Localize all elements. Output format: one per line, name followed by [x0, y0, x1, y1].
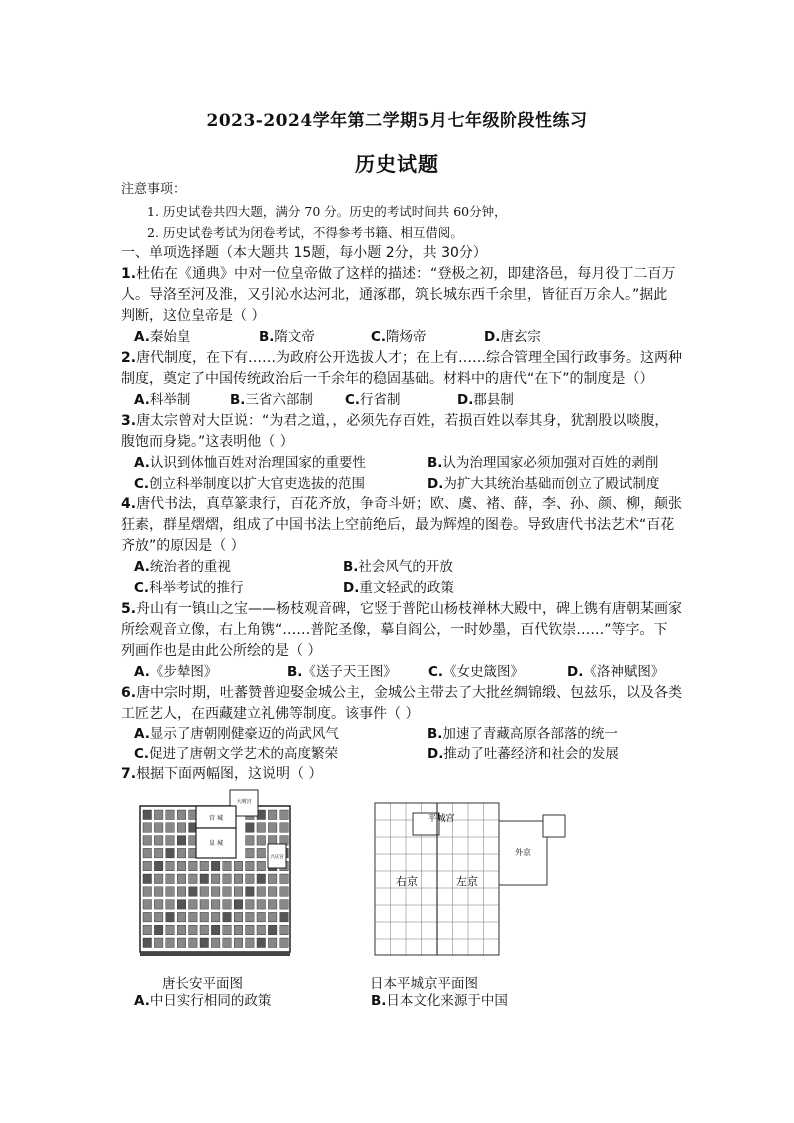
question-number: 2. [121, 350, 137, 366]
changan-ward-block [211, 912, 220, 922]
changan-ward-block [154, 874, 163, 884]
changan-ward-block [257, 912, 266, 922]
changan-ward-block [166, 912, 175, 922]
question-1-line: 判断，这位皇帝是（ ） [121, 308, 266, 324]
changan-ward-block [280, 938, 289, 948]
changan-ward-block [177, 912, 186, 922]
changan-ward-block [200, 861, 209, 871]
changan-ward-block [200, 887, 209, 897]
changan-ward-block [257, 925, 266, 935]
changan-ward-block [143, 861, 152, 871]
question-3-line: 腹饱而身毙。”这表明他（ ） [121, 434, 294, 450]
changan-ward-block [257, 861, 266, 871]
changan-xingqing-label: 兴庆宫 [270, 855, 284, 860]
changan-ward-block [166, 836, 175, 846]
option-d[interactable]: D.重文轻武的政策 [343, 580, 454, 596]
changan-ward-block [154, 887, 163, 897]
option-a[interactable]: A.《步辇图》 [134, 664, 218, 680]
question-6-line: 6.唐中宗时期，吐蕃赞普迎娶金城公主，金城公主带去了大批丝绸锦缎、包兹乐，以及各类 [121, 685, 683, 701]
changan-ward-block [234, 861, 243, 871]
changan-ward-block [246, 900, 255, 910]
changan-ward-block [257, 823, 266, 833]
changan-ward-block [268, 887, 277, 897]
changan-ward-block [177, 848, 186, 858]
option-b[interactable]: B.社会风气的开放 [343, 559, 453, 575]
changan-ward-block [223, 861, 232, 871]
changan-ward-block [246, 938, 255, 948]
question-2-line: 2.唐代制度，在下有……为政府公开选拔人才；在上有……综合管理全国行政事务。这两种 [121, 350, 683, 366]
changan-ward-block [143, 912, 152, 922]
heijo-palace-label: 平城宫 [427, 814, 455, 824]
changan-ward-block [246, 912, 255, 922]
option-c[interactable]: C.《女史箴图》 [428, 664, 525, 680]
changan-ward-block [211, 900, 220, 910]
option-c[interactable]: C.隋炀帝 [371, 329, 427, 345]
option-a[interactable]: A.显示了唐朝刚健豪迈的尚武风气 [134, 726, 339, 742]
changan-ward-block [154, 900, 163, 910]
changan-ward-block [268, 874, 277, 884]
heijo-right-label: 右京 [396, 875, 418, 888]
changan-ward-block [257, 900, 266, 910]
option-b[interactable]: B.加速了青藏高原各部落的统一 [427, 726, 618, 742]
changan-ward-block [166, 823, 175, 833]
option-a[interactable]: A.认识到体恤百姓对治理国家的重要性 [134, 455, 366, 471]
question-6-line: 工匠艺人，在西藏建立礼佛等制度。该事件（ ） [121, 706, 420, 722]
changan-ward-block [223, 900, 232, 910]
option-b[interactable]: B.隋文帝 [259, 329, 315, 345]
changan-ward-block [177, 874, 186, 884]
notice-item: 2. 历史试卷考试为闭卷考试，不得参考书籍、相互借阅。 [147, 225, 463, 240]
changan-ward-block [257, 887, 266, 897]
changan-ward-block [223, 925, 232, 935]
changan-ward-block [143, 925, 152, 935]
changan-ward-block [234, 912, 243, 922]
heijo-outer-label: 外京 [515, 848, 531, 857]
changan-map-figure [138, 788, 298, 963]
changan-ward-block [143, 836, 152, 846]
changan-ward-block [177, 836, 186, 846]
changan-imperial-label: 皇 城 [209, 840, 223, 847]
changan-ward-block [143, 823, 152, 833]
changan-ward-block [246, 823, 255, 833]
changan-ward-block [268, 810, 277, 820]
changan-ward-block [177, 887, 186, 897]
changan-ward-block [189, 861, 198, 871]
changan-ward-block [280, 912, 289, 922]
question-number: 3. [121, 413, 137, 429]
changan-ward-block [143, 848, 152, 858]
changan-ward-block [211, 887, 220, 897]
option-a[interactable]: A.科举制 [134, 392, 191, 408]
question-4-line: 狂素，群星熠熠，组成了中国书法上空前绝后，最为辉煌的图卷。导致唐代书法艺术“百花 [121, 517, 675, 533]
changan-ward-block [268, 912, 277, 922]
changan-daming-label: 大明宫 [236, 799, 252, 805]
option-d[interactable]: D.唐玄宗 [484, 329, 541, 345]
question-1-line: 人。导洛至河及淮，又引沁水达河北，通涿郡，筑长城东西千余里，皆征百万余人。”据此 [121, 287, 668, 303]
changan-ward-block [280, 810, 289, 820]
changan-ward-block [200, 938, 209, 948]
changan-ward-block [143, 874, 152, 884]
question-1-line: 1.杜佑在《通典》中对一位皇帝做了这样的描述：“登极之初，即建洛邑，每月役丁二百万 [121, 266, 676, 282]
changan-ward-block [166, 810, 175, 820]
changan-ward-block [234, 900, 243, 910]
changan-ward-block [268, 938, 277, 948]
changan-ward-block [177, 900, 186, 910]
option-a[interactable]: A.秦始皇 [134, 329, 191, 345]
changan-ward-block [154, 848, 163, 858]
changan-ward-block [257, 836, 266, 846]
changan-ward-block [166, 900, 175, 910]
changan-ward-block [257, 938, 266, 948]
notice-heading: 注意事项： [121, 182, 187, 197]
section-heading: 一、单项选择题（本大题共 15题，每小题 2分，共 30分） [121, 245, 487, 261]
question-5-line: 列画作也是由此公所绘的是（ ） [121, 643, 322, 659]
changan-ward-block [246, 861, 255, 871]
changan-ward-block [223, 912, 232, 922]
changan-ward-block [189, 925, 198, 935]
changan-ward-block [189, 912, 198, 922]
changan-ward-block [177, 823, 186, 833]
option-c[interactable]: C.科举考试的推行 [134, 580, 244, 596]
page-subtitle: 历史试题 [355, 152, 439, 176]
changan-ward-block [154, 938, 163, 948]
changan-ward-block [177, 861, 186, 871]
changan-ward-block [154, 861, 163, 871]
changan-ward-block [200, 874, 209, 884]
option-c[interactable]: C.行省制 [345, 392, 401, 408]
option-b[interactable]: B.《送子天王图》 [287, 664, 397, 680]
changan-ward-block [189, 874, 198, 884]
changan-ward-block [177, 925, 186, 935]
figure-caption-heijo: 日本平城京平面图 [370, 976, 478, 992]
changan-ward-block [246, 874, 255, 884]
changan-ward-block [154, 836, 163, 846]
figure-caption-changan: 唐长安平面图 [162, 976, 243, 992]
changan-ward-block [154, 810, 163, 820]
changan-ward-block [211, 861, 220, 871]
changan-ward-block [257, 848, 266, 858]
option-c[interactable]: C.促进了唐朝文学艺术的高度繁荣 [134, 746, 339, 762]
changan-ward-block [211, 938, 220, 948]
option-d[interactable]: D.郡县制 [457, 392, 514, 408]
changan-ward-block [200, 912, 209, 922]
changan-ward-block [143, 810, 152, 820]
changan-ward-block [211, 874, 220, 884]
changan-ward-block [154, 925, 163, 935]
changan-ward-block [154, 823, 163, 833]
question-number: 1. [121, 266, 137, 282]
option-a[interactable]: A.统治者的重视 [134, 559, 231, 575]
question-7-line: 7.根据下面两幅图，这说明（ ） [121, 766, 323, 782]
option-b[interactable]: B.日本文化来源于中国 [371, 993, 508, 1009]
changan-ward-block [211, 925, 220, 935]
question-3-line: 3.唐太宗曾对大臣说：“为君之道，，必须先存百姓，若损百姓以奉其身，犹割股以啖腹， [121, 413, 669, 429]
changan-ward-block [143, 887, 152, 897]
changan-ward-block [280, 925, 289, 935]
question-number: 4. [121, 496, 137, 512]
changan-ward-block [234, 925, 243, 935]
changan-ward-block [234, 874, 243, 884]
option-d[interactable]: D.推动了吐蕃经济和社会的发展 [427, 746, 619, 762]
question-number: 5. [121, 601, 137, 617]
changan-ward-block [166, 887, 175, 897]
changan-ward-block [268, 900, 277, 910]
changan-ward-block [166, 938, 175, 948]
changan-ward-block [280, 887, 289, 897]
changan-ward-block [143, 938, 152, 948]
changan-ward-block [189, 900, 198, 910]
changan-ward-block [166, 848, 175, 858]
option-d[interactable]: D.为扩大其统治基础而创立了殿试制度 [427, 476, 660, 492]
option-c[interactable]: C.创立科举制度以扩大官吏选拔的范围 [134, 476, 366, 492]
changan-ward-block [166, 874, 175, 884]
heijo-left-label: 左京 [456, 875, 478, 888]
changan-ward-block [154, 912, 163, 922]
page-title: 2023-2024学年第二学期5月七年级阶段性练习 [206, 111, 588, 131]
changan-ward-block [246, 848, 255, 858]
option-b[interactable]: B.三省六部制 [230, 392, 313, 408]
changan-ward-block [246, 887, 255, 897]
changan-ward-block [268, 823, 277, 833]
changan-ward-block [189, 887, 198, 897]
changan-palace-label: 宫 城 [209, 815, 223, 822]
question-4-line: 4.唐代书法，真草篆隶行，百花齐放，争奇斗妍；欧、虞、褚、薛，李、孙、颜、柳，颠张 [121, 496, 683, 512]
changan-ward-block [189, 938, 198, 948]
option-d[interactable]: D.《洛神赋图》 [567, 664, 665, 680]
option-a[interactable]: A.中日实行相同的政策 [134, 993, 272, 1009]
changan-ward-block [246, 836, 255, 846]
changan-ward-block [166, 925, 175, 935]
changan-ward-block [246, 925, 255, 935]
notice-item: 1. 历史试卷共四大题，满分 70 分。历史的考试时间共 60分钟， [147, 204, 507, 219]
changan-ward-block [223, 874, 232, 884]
question-2-line: 制度，奠定了中国传统政治后一千余年的稳固基础。材料中的唐代“在下”的制度是（） [121, 371, 654, 387]
heijo-map-figure [355, 795, 575, 965]
changan-ward-block [234, 887, 243, 897]
changan-ward-block [177, 938, 186, 948]
changan-ward-block [268, 925, 277, 935]
question-number: 7. [121, 766, 137, 782]
changan-ward-block [280, 900, 289, 910]
changan-ward-block [257, 874, 266, 884]
changan-ward-block [234, 938, 243, 948]
changan-ward-block [280, 874, 289, 884]
changan-ward-block [223, 887, 232, 897]
changan-ward-block [166, 861, 175, 871]
question-number: 6. [121, 685, 137, 701]
changan-ward-block [177, 810, 186, 820]
changan-ward-block [200, 925, 209, 935]
changan-ward-block [143, 900, 152, 910]
changan-ward-block [223, 938, 232, 948]
question-5-line: 所绘观音立像，右上角镌“……普陀圣像，摹自阎公，一时妙墨，百代钦崇……”等字。下 [121, 622, 668, 638]
question-5-line: 5.舟山有一镇山之宝——杨枝观音碑，它竖于普陀山杨枝禅林大殿中，碑上镌有唐朝某画家 [121, 601, 683, 617]
question-4-line: 齐放”的原因是（ ） [121, 538, 245, 554]
changan-ward-block [200, 900, 209, 910]
changan-ward-block [280, 823, 289, 833]
option-b[interactable]: B.认为治理国家必须加强对百姓的剥削 [427, 455, 659, 471]
